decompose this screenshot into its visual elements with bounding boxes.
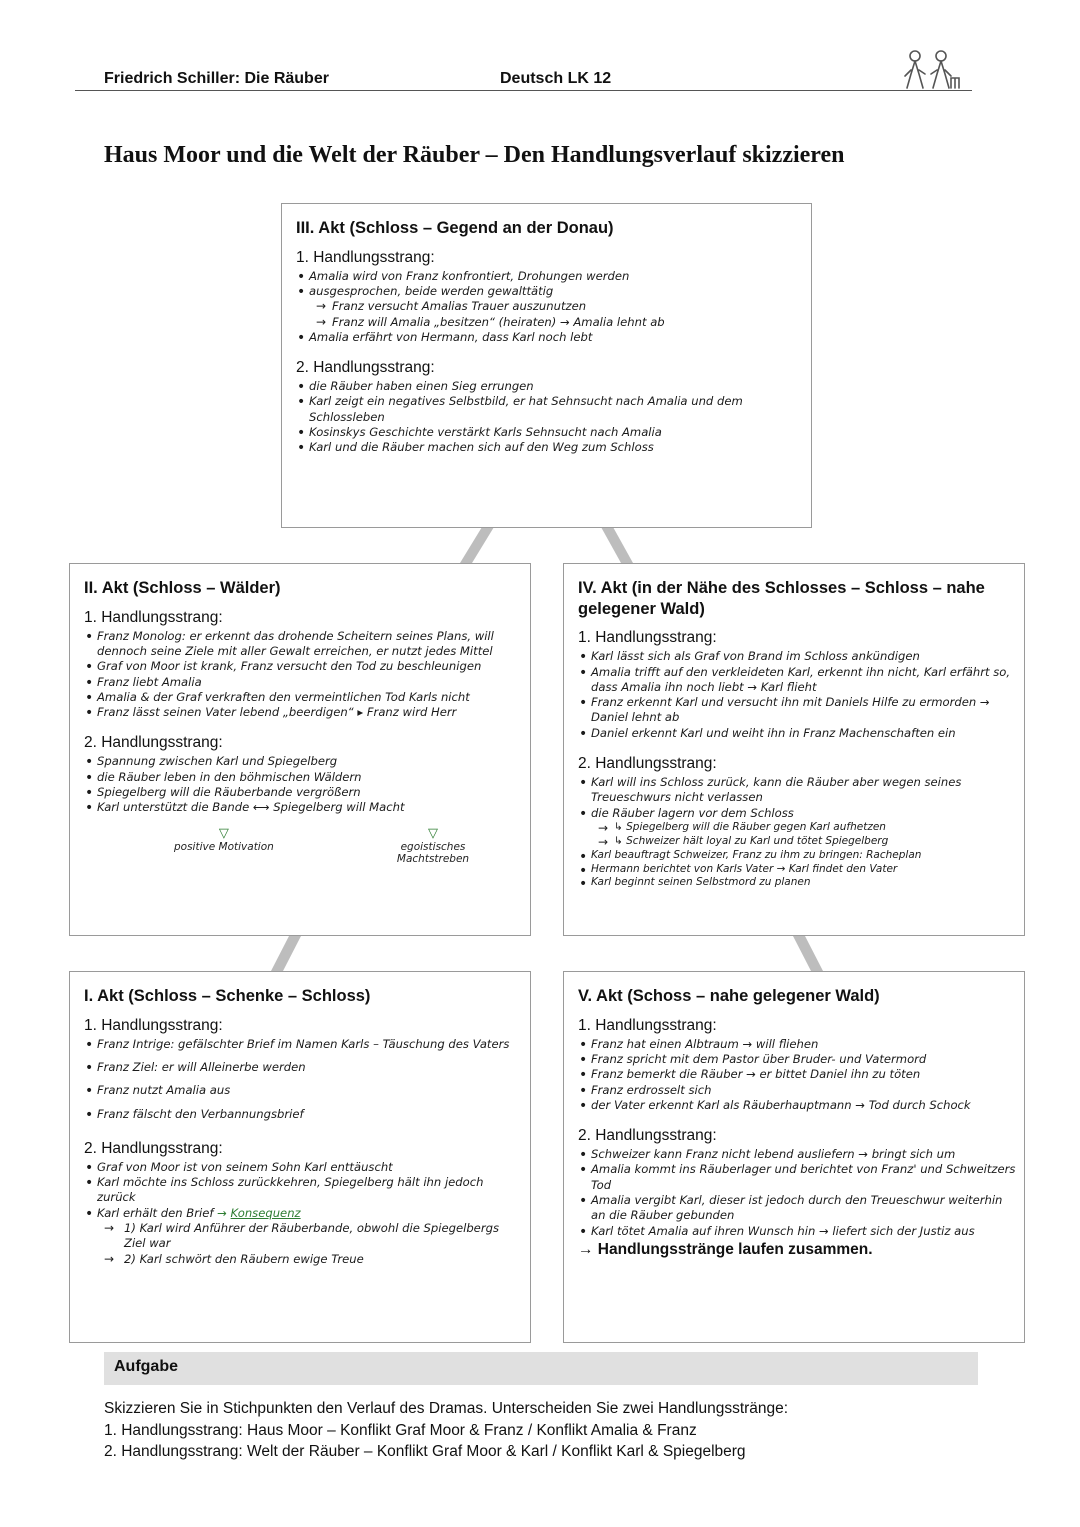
list-item: • Franz erdrosselt sich	[578, 1083, 1016, 1098]
act5-conclusion: → Handlungsstränge laufen zusammen.	[578, 1240, 873, 1258]
list-item: • Karl unterstützt die Bande ⟷ Spiegelberg will Macht	[84, 800, 518, 815]
act4-strand2-list	[578, 775, 1016, 890]
list-item: • Graf von Moor ist krank, Franz versucht den Tod zu beschleunigen	[84, 659, 518, 674]
act2-strand2-list	[84, 754, 518, 815]
list-item: • Karl zeigt ein negatives Selbstbild, er hat Sehnsucht nach Amalia und dem Schlossleben	[296, 394, 799, 425]
list-item: → ↳ Schweizer hält loyal zu Karl und tötet Spiegelberg	[578, 835, 1016, 849]
list-item: • Amalia erfährt von Hermann, dass Karl noch lebt	[296, 330, 799, 345]
act1-strand2-label: 2. Handlungsstrang:	[84, 1139, 223, 1157]
act2-box	[69, 563, 531, 936]
list-item: • Karl möchte ins Schloss zurückkehren, Spiegelberg hält ihn jedoch zurück	[84, 1175, 518, 1206]
act4-strand2-label: 2. Handlungsstrang:	[578, 755, 717, 773]
list-item: • Franz Monolog: er erkennt das drohende Scheitern seines Plans, will dennoch seine Ziele mit aller Gewalt erreichen, er nutzt jedes Mittel	[84, 629, 518, 660]
act1-strand2-list	[84, 1160, 518, 1267]
act4-box	[563, 563, 1025, 936]
list-item: • Amalia vergibt Karl, dieser ist jedoch durch den Treueschwur weiterhin an die Räuber gebunden	[578, 1193, 1016, 1224]
list-item: • Franz fälscht den Verbannungsbrief	[84, 1107, 518, 1122]
konsequenz-annotation: → Konsequenz	[217, 1205, 301, 1220]
act1-strand1-list	[84, 1037, 518, 1122]
list-item: • Karl beauftragt Schweizer, Franz zu ihm zu bringen: Racheplan	[578, 849, 1016, 863]
list-item: • Franz lässt seinen Vater lebend „beerdigen“ ▸ Franz wird Herr	[84, 705, 518, 720]
list-item: • Amalia wird von Franz konfrontiert, Drohungen werden	[296, 269, 799, 284]
act2-motivation-left: ▽ positive Motivation	[174, 825, 274, 853]
list-item: • Franz spricht mit dem Pastor über Bruder- und Vatermord	[578, 1052, 1016, 1067]
list-item: • Schweizer kann Franz nicht lebend ausliefern → bringt sich um	[578, 1147, 1016, 1162]
list-item: • die Räuber lagern vor dem Schloss	[578, 806, 1016, 821]
list-item: • Franz bemerkt die Räuber → er bittet Daniel ihn zu töten	[578, 1067, 1016, 1082]
list-item: • ausgesprochen, beide werden gewalttätig	[296, 284, 799, 299]
act4-strand1-list	[578, 649, 1016, 741]
list-item: • Graf von Moor ist von seinem Sohn Karl enttäuscht	[84, 1160, 518, 1175]
act3-title: III. Akt (Schloss – Gegend an der Donau)	[296, 219, 614, 237]
act5-strand1-label: 1. Handlungsstrang:	[578, 1016, 717, 1034]
header-divider	[75, 90, 972, 91]
list-item: • Karl und die Räuber machen sich auf den Weg zum Schloss	[296, 440, 799, 455]
task-line: Skizzieren Sie in Stichpunkten den Verlauf des Dramas. Unterscheiden Sie zwei Handlungsstränge:	[104, 1400, 789, 1417]
list-item: → ↳ Spiegelberg will die Räuber gegen Karl aufhetzen	[578, 821, 1016, 835]
act3-strand1-list	[296, 269, 799, 345]
list-item: • Karl lässt sich als Graf von Brand im Schloss ankündigen	[578, 649, 1016, 664]
task-text	[104, 1398, 974, 1463]
act5-strand1-list	[578, 1037, 1016, 1113]
act2-strand1-label: 1. Handlungsstrang:	[84, 608, 223, 626]
list-item: → 1) Karl wird Anführer der Räuberbande, obwohl die Spiegelbergs Ziel war	[84, 1221, 518, 1252]
list-item: • Spiegelberg will die Räuberbande vergrößern	[84, 785, 518, 800]
list-item: • Franz nutzt Amalia aus	[84, 1083, 518, 1098]
act3-box	[281, 203, 812, 528]
list-item: • Franz Intrige: gefälschter Brief im Namen Karls – Täuschung des Vaters	[84, 1037, 518, 1052]
two-figures-logo-icon	[893, 48, 973, 92]
act2-title: II. Akt (Schloss – Wälder)	[84, 579, 281, 597]
task-heading: Aufgabe	[104, 1352, 978, 1385]
act5-title: V. Akt (Schoss – nahe gelegener Wald)	[578, 987, 880, 1005]
act2-motivation-row	[84, 826, 518, 865]
list-item: • Karl will ins Schloss zurück, kann die Räuber aber wegen seines Treueschwurs nicht verlassen	[578, 775, 1016, 806]
task-line: 2. Handlungsstrang: Welt der Räuber – Konflikt Graf Moor & Karl / Konflikt Karl & Spiegelberg	[104, 1443, 746, 1461]
list-item: • der Vater erkennt Karl als Räuberhauptmann → Tod durch Schock	[578, 1098, 1016, 1113]
list-item: • die Räuber haben einen Sieg errungen	[296, 379, 799, 394]
triangle-down-icon: ▽	[218, 825, 229, 841]
list-item: • Kosinskys Geschichte verstärkt Karls Sehnsucht nach Amalia	[296, 425, 799, 440]
list-item: • Amalia trifft auf den verkleideten Karl, erkennt ihn nicht, Karl erfährt so, dass Amalia ihn noch liebt → Karl flieht	[578, 665, 1016, 696]
page-title: Haus Moor und die Welt der Räuber – Den Handlungsverlauf skizzieren	[104, 142, 845, 168]
act1-strand1-label: 1. Handlungsstrang:	[84, 1016, 223, 1034]
list-item: • Hermann berichtet von Karls Vater → Karl findet den Vater	[578, 863, 1016, 877]
connector-act2-act3	[460, 527, 494, 563]
list-item: • Amalia & der Graf verkraften den vermeintlichen Tod Karls nicht	[84, 690, 518, 705]
list-item: • Karl tötet Amalia auf ihren Wunsch hin → liefert sich der Justiz aus	[578, 1224, 1016, 1239]
act2-motivation-right: ▽ egoistisches Machtstreben	[368, 826, 498, 865]
list-item: → Franz will Amalia „besitzen“ (heiraten) → Amalia lehnt ab	[296, 315, 799, 330]
list-item: → Franz versucht Amalias Trauer auszunutzen	[296, 299, 799, 314]
act5-strand2-list	[578, 1147, 1016, 1239]
list-item: • Franz liebt Amalia	[84, 675, 518, 690]
connector-act4-act5	[793, 936, 823, 971]
list-item: • die Räuber leben in den böhmischen Wäldern	[84, 770, 518, 785]
act1-box	[69, 971, 531, 1343]
list-item: • Franz hat einen Albtraum → will fliehen	[578, 1037, 1016, 1052]
act3-strand2-label: 2. Handlungsstrang:	[296, 359, 435, 377]
list-item: • Spannung zwischen Karl und Spiegelberg	[84, 754, 518, 769]
act4-strand1-label: 1. Handlungsstrang:	[578, 629, 717, 647]
act3-strand2-list	[296, 379, 799, 455]
act3-strand1-label: 1. Handlungsstrang:	[296, 248, 435, 266]
act4-title: IV. Akt (in der Nähe des Schlosses – Schloss – nahe gelegener Wald)	[578, 579, 985, 618]
connector-act3-act4	[601, 527, 633, 563]
connector-act1-act2	[271, 936, 301, 971]
list-item: • Amalia kommt ins Räuberlager und berichtet von Franz' und Schweitzers Tod	[578, 1162, 1016, 1193]
act1-title: I. Akt (Schloss – Schenke – Schloss)	[84, 987, 371, 1005]
list-item: • Franz erkennt Karl und versucht ihn mit Daniels Hilfe zu ermorden → Daniel lehnt ab	[578, 695, 1016, 726]
list-item: • Daniel erkennt Karl und weiht ihn in Franz Machenschaften ein	[578, 726, 1016, 741]
triangle-down-icon: ▽	[428, 825, 438, 841]
act5-strand2-label: 2. Handlungsstrang:	[578, 1127, 717, 1145]
list-item: • Franz Ziel: er will Alleinerbe werden	[84, 1060, 518, 1075]
header-subject: Friedrich Schiller: Die Räuber	[104, 70, 329, 87]
act5-box	[563, 971, 1025, 1343]
list-item: • Karl beginnt seinen Selbstmord zu planen	[578, 876, 1016, 890]
task-line: 1. Handlungsstrang: Haus Moor – Konflikt Graf Moor & Franz / Konflikt Amalia & Franz	[104, 1421, 697, 1439]
header-course: Deutsch LK 12	[500, 70, 612, 87]
act2-strand1-list	[84, 629, 518, 721]
list-item: • Karl erhält den Brief → Konsequenz	[84, 1206, 518, 1221]
act2-strand2-label: 2. Handlungsstrang:	[84, 734, 223, 752]
list-item: → 2) Karl schwört den Räubern ewige Treue	[84, 1252, 518, 1267]
